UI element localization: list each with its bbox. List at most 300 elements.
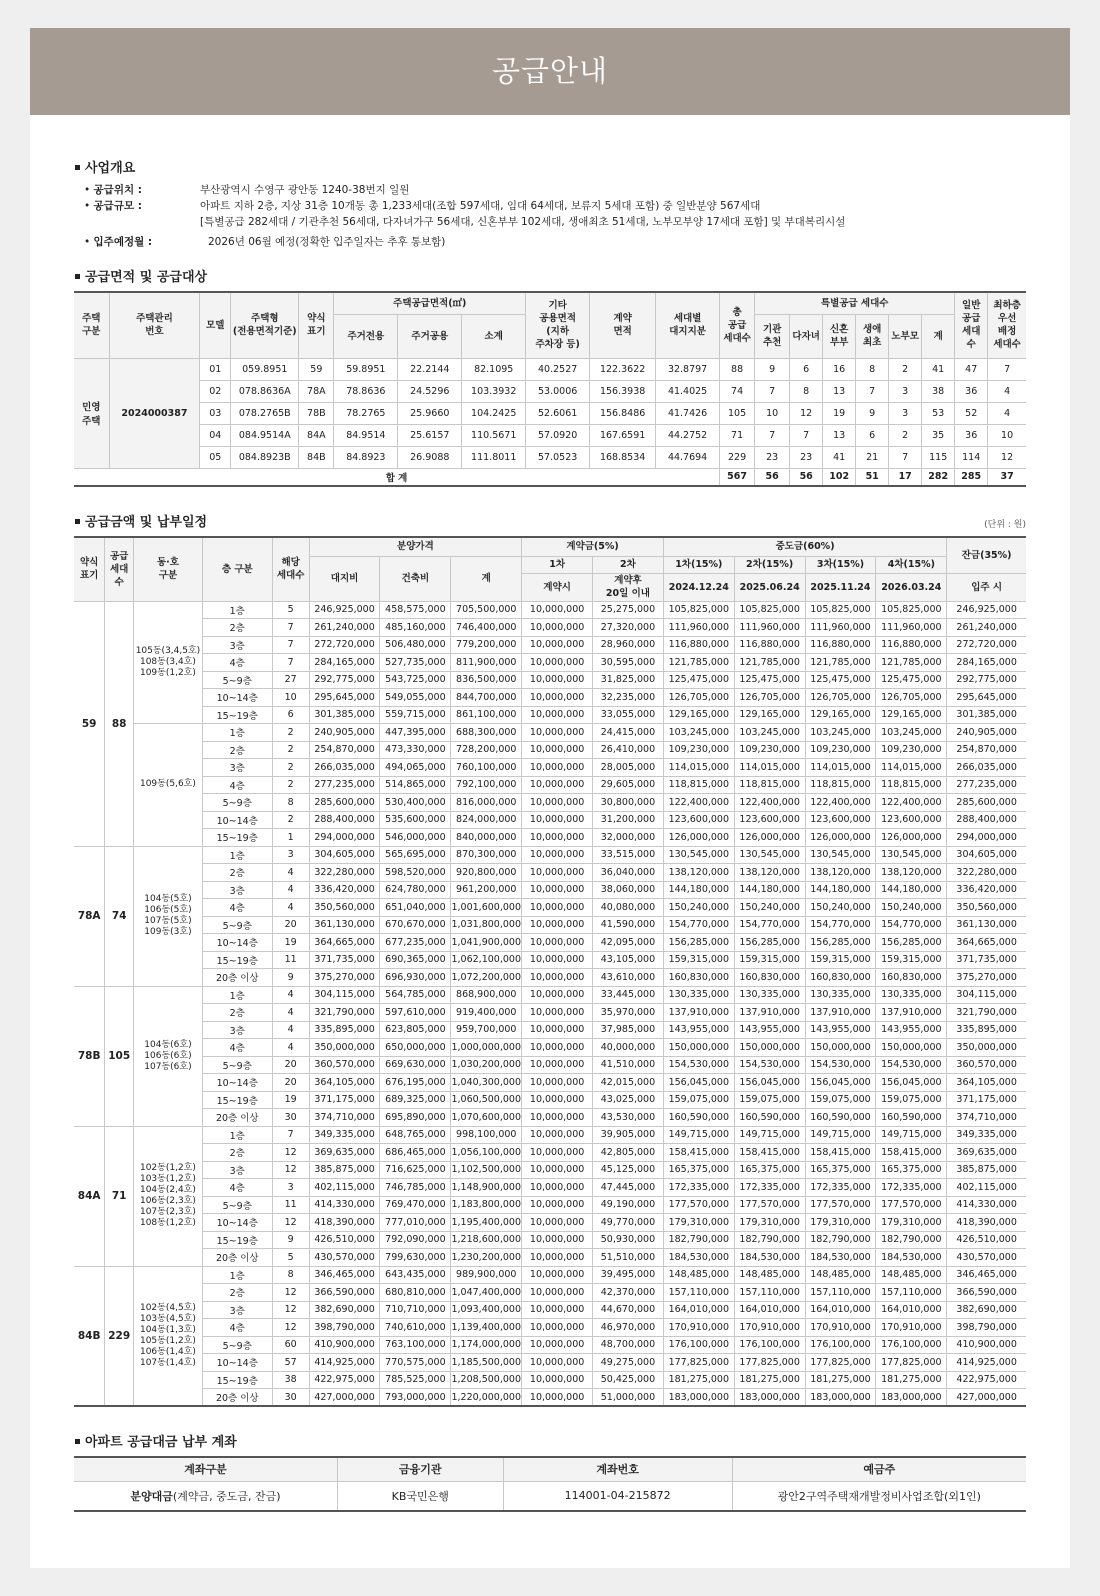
area-cell: 13 bbox=[823, 424, 856, 446]
price-cell: 177,570,000 bbox=[805, 1196, 876, 1214]
price-cell: 1,208,500,000 bbox=[451, 1371, 522, 1389]
price-cell: 288,400,000 bbox=[947, 811, 1026, 829]
price-cell: 20층 이상 bbox=[202, 969, 272, 987]
price-cell: 1층 bbox=[202, 601, 272, 619]
area-cell: 84.8923 bbox=[334, 446, 398, 468]
price-cell: 158,415,000 bbox=[876, 1144, 947, 1162]
price-cell: 2 bbox=[272, 724, 309, 742]
price-cell: 144,180,000 bbox=[663, 881, 734, 899]
price-cell: 402,115,000 bbox=[947, 1179, 1026, 1197]
area-cell: 35 bbox=[922, 424, 955, 446]
area-cell: 52 bbox=[955, 402, 988, 424]
area-cell: 32.8797 bbox=[656, 358, 720, 380]
price-cell: 10,000,000 bbox=[522, 1249, 593, 1267]
price-cell: 123,600,000 bbox=[876, 811, 947, 829]
price-cell: 19 bbox=[272, 934, 309, 952]
area-cell: 59 bbox=[299, 358, 334, 380]
price-cell: 1층 bbox=[202, 846, 272, 864]
price-cell: 414,925,000 bbox=[947, 1354, 1026, 1372]
price-cell: 148,485,000 bbox=[663, 1266, 734, 1284]
price-cell: 156,045,000 bbox=[663, 1074, 734, 1092]
price-cell: 123,600,000 bbox=[734, 811, 805, 829]
price-row bbox=[74, 1161, 1026, 1179]
price-cell: 10,000,000 bbox=[522, 1004, 593, 1022]
area-total-value: 282 bbox=[922, 468, 955, 486]
price-cell: 1,060,500,000 bbox=[451, 1091, 522, 1109]
price-cell: 530,400,000 bbox=[380, 794, 451, 812]
price-cell: 321,790,000 bbox=[947, 1004, 1026, 1022]
price-row bbox=[74, 1091, 1026, 1109]
price-cell: 374,710,000 bbox=[309, 1109, 380, 1127]
overview-title: 사업개요 bbox=[74, 157, 1026, 176]
price-cell: 44,670,000 bbox=[593, 1301, 664, 1319]
price-cell: 1 bbox=[272, 829, 309, 847]
price-cell: 322,280,000 bbox=[947, 864, 1026, 882]
price-cell: 184,530,000 bbox=[734, 1249, 805, 1267]
price-cell: 360,570,000 bbox=[309, 1056, 380, 1074]
area-cell: 7 bbox=[988, 358, 1026, 380]
header-land-share: 세대별 대지지분 bbox=[656, 292, 720, 358]
price-cell: 284,165,000 bbox=[309, 654, 380, 672]
price-cell: 535,600,000 bbox=[380, 811, 451, 829]
price-cell: 149,715,000 bbox=[876, 1126, 947, 1144]
price-cell: 181,275,000 bbox=[663, 1371, 734, 1389]
price-cell: 677,235,000 bbox=[380, 934, 451, 952]
price-row bbox=[74, 759, 1026, 777]
price-cell: 8 bbox=[272, 794, 309, 812]
price-cell: 597,610,000 bbox=[380, 1004, 451, 1022]
price-cell: 176,100,000 bbox=[734, 1336, 805, 1354]
price-cell: 10,000,000 bbox=[522, 794, 593, 812]
area-cell: 156.8486 bbox=[590, 402, 656, 424]
price-cell: 10,000,000 bbox=[522, 1126, 593, 1144]
unit-note: (단위 : 원) bbox=[984, 520, 1026, 530]
price-cell: 114,015,000 bbox=[805, 759, 876, 777]
price-cell: 1,148,900,000 bbox=[451, 1179, 522, 1197]
price-cell: 2층 bbox=[202, 864, 272, 882]
area-cell: 8 bbox=[790, 380, 823, 402]
price-cell: 12 bbox=[272, 1144, 309, 1162]
price-cell: 371,735,000 bbox=[947, 951, 1026, 969]
price-table-header bbox=[74, 537, 1026, 601]
price-cell: 50,425,000 bbox=[593, 1371, 664, 1389]
price-cell: 149,715,000 bbox=[805, 1126, 876, 1144]
price-cell: 10,000,000 bbox=[522, 1021, 593, 1039]
price-cell: 398,790,000 bbox=[309, 1319, 380, 1337]
area-cell: 084.9514A bbox=[231, 424, 299, 446]
price-cell: 143,955,000 bbox=[734, 1021, 805, 1039]
type-abbr-cell: 78B bbox=[74, 986, 105, 1126]
price-cell: 103,245,000 bbox=[663, 724, 734, 742]
price-cell: 184,530,000 bbox=[876, 1249, 947, 1267]
price-cell: 844,700,000 bbox=[451, 689, 522, 707]
price-cell: 382,690,000 bbox=[947, 1301, 1026, 1319]
price-cell: 125,475,000 bbox=[805, 671, 876, 689]
price-cell: 277,235,000 bbox=[947, 776, 1026, 794]
price-row bbox=[74, 1319, 1026, 1337]
price-cell: 123,600,000 bbox=[805, 811, 876, 829]
price-cell: 33,445,000 bbox=[593, 986, 664, 1004]
price-cell: 170,910,000 bbox=[876, 1319, 947, 1337]
price-cell: 183,000,000 bbox=[734, 1389, 805, 1407]
price-cell: 111,960,000 bbox=[805, 619, 876, 637]
price-cell: 111,960,000 bbox=[663, 619, 734, 637]
area-cell: 7 bbox=[755, 424, 790, 446]
price-cell: 138,120,000 bbox=[876, 864, 947, 882]
price-cell: 19 bbox=[272, 1091, 309, 1109]
price-cell: 4 bbox=[272, 1004, 309, 1022]
price-cell: 121,785,000 bbox=[805, 654, 876, 672]
price-cell: 4 bbox=[272, 881, 309, 899]
price-cell: 382,690,000 bbox=[309, 1301, 380, 1319]
price-cell: 763,100,000 bbox=[380, 1336, 451, 1354]
price-cell: 181,275,000 bbox=[805, 1371, 876, 1389]
header-mid-4-date: 2026.03.24 bbox=[876, 573, 947, 601]
price-row bbox=[74, 1196, 1026, 1214]
price-cell: 11 bbox=[272, 1196, 309, 1214]
price-cell: 177,570,000 bbox=[663, 1196, 734, 1214]
price-cell: 137,910,000 bbox=[805, 1004, 876, 1022]
area-cell: 02 bbox=[200, 380, 231, 402]
area-cell: 57.0523 bbox=[526, 446, 590, 468]
area-cell: 7 bbox=[889, 446, 922, 468]
header-mid-1-date: 2024.12.24 bbox=[663, 573, 734, 601]
price-cell: 150,240,000 bbox=[805, 899, 876, 917]
price-cell: 41,590,000 bbox=[593, 916, 664, 934]
price-cell: 246,925,000 bbox=[309, 601, 380, 619]
price-cell: 1,102,500,000 bbox=[451, 1161, 522, 1179]
price-cell: 740,610,000 bbox=[380, 1319, 451, 1337]
price-cell: 10,000,000 bbox=[522, 1179, 593, 1197]
price-cell: 164,010,000 bbox=[805, 1301, 876, 1319]
price-cell: 549,055,000 bbox=[380, 689, 451, 707]
scale-value-line1: 아파트 지하 2층, 지상 31층 10개동 총 1,233세대(조합 597세대, 임대 64세대, 보류지 5세대 포함) 중 일반분양 567세대 bbox=[200, 200, 761, 212]
price-cell: 183,000,000 bbox=[663, 1389, 734, 1407]
price-cell: 1층 bbox=[202, 986, 272, 1004]
area-cell: 47 bbox=[955, 358, 988, 380]
price-cell: 43,105,000 bbox=[593, 951, 664, 969]
price-cell: 690,365,000 bbox=[380, 951, 451, 969]
price-cell: 1,185,500,000 bbox=[451, 1354, 522, 1372]
price-cell: 154,770,000 bbox=[663, 916, 734, 934]
price-cell: 769,470,000 bbox=[380, 1196, 451, 1214]
area-cell: 7 bbox=[790, 424, 823, 446]
price-cell: 418,390,000 bbox=[309, 1214, 380, 1232]
area-cell: 16 bbox=[823, 358, 856, 380]
price-cell: 29,605,000 bbox=[593, 776, 664, 794]
header-floor: 층 구분 bbox=[202, 537, 272, 601]
price-cell: 648,765,000 bbox=[380, 1126, 451, 1144]
price-cell: 4 bbox=[272, 899, 309, 917]
price-cell: 159,075,000 bbox=[876, 1091, 947, 1109]
dong-ho-cell: 104동(6호) 106동(6호) 107동(6호) bbox=[134, 986, 203, 1126]
price-cell: 179,310,000 bbox=[876, 1214, 947, 1232]
price-cell: 3 bbox=[272, 846, 309, 864]
area-cell: 8 bbox=[856, 358, 889, 380]
price-cell: 160,830,000 bbox=[663, 969, 734, 987]
price-cell: 138,120,000 bbox=[734, 864, 805, 882]
price-cell: 150,000,000 bbox=[805, 1039, 876, 1057]
price-cell: 4층 bbox=[202, 1179, 272, 1197]
account-kind bbox=[74, 1481, 337, 1511]
price-cell: 118,815,000 bbox=[805, 776, 876, 794]
price-cell: 361,130,000 bbox=[947, 916, 1026, 934]
price-cell: 10,000,000 bbox=[522, 654, 593, 672]
area-cell: 01 bbox=[200, 358, 231, 380]
price-cell: 10,000,000 bbox=[522, 1266, 593, 1284]
price-cell: 125,475,000 bbox=[663, 671, 734, 689]
price-cell: 176,100,000 bbox=[805, 1336, 876, 1354]
price-cell: 130,545,000 bbox=[805, 846, 876, 864]
price-cell: 2층 bbox=[202, 619, 272, 637]
price-cell: 349,335,000 bbox=[947, 1126, 1026, 1144]
price-cell: 385,875,000 bbox=[947, 1161, 1026, 1179]
price-cell: 364,665,000 bbox=[309, 934, 380, 952]
price-cell: 116,880,000 bbox=[805, 636, 876, 654]
price-cell: 304,605,000 bbox=[309, 846, 380, 864]
price-cell: 374,710,000 bbox=[947, 1109, 1026, 1127]
price-cell: 10,000,000 bbox=[522, 1109, 593, 1127]
price-cell: 137,910,000 bbox=[663, 1004, 734, 1022]
dong-ho-cell: 104동(5호) 106동(5호) 107동(5호) 109동(3호) bbox=[134, 846, 203, 986]
price-cell: 10,000,000 bbox=[522, 601, 593, 619]
header-elderly: 노부모 bbox=[889, 314, 922, 358]
price-cell: 792,100,000 bbox=[451, 776, 522, 794]
price-cell: 165,375,000 bbox=[734, 1161, 805, 1179]
header-mid-3: 3차(15%) bbox=[805, 556, 876, 573]
price-cell: 157,110,000 bbox=[876, 1284, 947, 1302]
price-cell: 156,045,000 bbox=[876, 1074, 947, 1092]
price-cell: 183,000,000 bbox=[805, 1389, 876, 1407]
area-cell: 03 bbox=[200, 402, 231, 424]
price-cell: 150,000,000 bbox=[734, 1039, 805, 1057]
price-cell: 12 bbox=[272, 1161, 309, 1179]
price-cell: 3층 bbox=[202, 1301, 272, 1319]
account-holder: 광안2구역주택재개발정비사업조합(외1인) bbox=[732, 1481, 1026, 1511]
header-supply-units: 공급 세대 수 bbox=[105, 537, 134, 601]
price-cell: 170,910,000 bbox=[805, 1319, 876, 1337]
price-cell: 165,375,000 bbox=[876, 1161, 947, 1179]
price-cell: 1,072,200,000 bbox=[451, 969, 522, 987]
price-cell: 20 bbox=[272, 1074, 309, 1092]
price-cell: 385,875,000 bbox=[309, 1161, 380, 1179]
price-row bbox=[74, 654, 1026, 672]
price-cell: 49,275,000 bbox=[593, 1354, 664, 1372]
price-cell: 105,825,000 bbox=[663, 601, 734, 619]
price-cell: 285,600,000 bbox=[947, 794, 1026, 812]
location-value: 부산광역시 수영구 광안동 1240-38번지 일원 bbox=[200, 184, 410, 196]
price-cell: 15~19층 bbox=[202, 1231, 272, 1249]
price-cell: 418,390,000 bbox=[947, 1214, 1026, 1232]
area-cell: 78A bbox=[299, 380, 334, 402]
area-row bbox=[74, 402, 1026, 424]
price-cell: 4층 bbox=[202, 654, 272, 672]
account-bank: KB국민은행 bbox=[337, 1481, 503, 1511]
area-cell: 26.9088 bbox=[398, 446, 462, 468]
area-cell: 57.0920 bbox=[526, 424, 590, 446]
price-cell: 695,890,000 bbox=[380, 1109, 451, 1127]
price-row bbox=[74, 706, 1026, 724]
header-total-units: 총 공급 세대수 bbox=[720, 292, 755, 358]
price-row bbox=[74, 689, 1026, 707]
price-cell: 43,610,000 bbox=[593, 969, 664, 987]
price-cell: 427,000,000 bbox=[309, 1389, 380, 1407]
price-row bbox=[74, 986, 1026, 1004]
price-cell: 4층 bbox=[202, 1039, 272, 1057]
price-row bbox=[74, 776, 1026, 794]
price-cell: 840,000,000 bbox=[451, 829, 522, 847]
price-cell: 1,030,200,000 bbox=[451, 1056, 522, 1074]
price-cell: 240,905,000 bbox=[947, 724, 1026, 742]
area-cell: 25.9660 bbox=[398, 402, 462, 424]
area-cell: 53 bbox=[922, 402, 955, 424]
price-cell: 10,000,000 bbox=[522, 811, 593, 829]
price-cell: 126,000,000 bbox=[805, 829, 876, 847]
price-cell: 336,420,000 bbox=[309, 881, 380, 899]
content bbox=[30, 115, 1070, 1512]
price-cell: 816,000,000 bbox=[451, 794, 522, 812]
price-cell: 158,415,000 bbox=[734, 1144, 805, 1162]
price-cell: 20층 이상 bbox=[202, 1249, 272, 1267]
price-cell: 288,400,000 bbox=[309, 811, 380, 829]
price-cell: 43,025,000 bbox=[593, 1091, 664, 1109]
price-cell: 335,895,000 bbox=[309, 1021, 380, 1039]
area-cell: 7 bbox=[856, 380, 889, 402]
price-cell: 10,000,000 bbox=[522, 1319, 593, 1337]
header-supply-area: 주택공급면적(㎡) bbox=[334, 292, 526, 314]
area-cell: 19 bbox=[823, 402, 856, 424]
header-build-price: 건축비 bbox=[380, 556, 451, 601]
price-cell: 346,465,000 bbox=[309, 1266, 380, 1284]
price-cell: 349,335,000 bbox=[309, 1126, 380, 1144]
price-cell: 31,825,000 bbox=[593, 671, 664, 689]
price-row bbox=[74, 1354, 1026, 1372]
price-cell: 172,335,000 bbox=[663, 1179, 734, 1197]
area-cell: 25.6157 bbox=[398, 424, 462, 446]
price-cell: 109,230,000 bbox=[876, 741, 947, 759]
price-cell: 156,285,000 bbox=[805, 934, 876, 952]
price-cell: 105,825,000 bbox=[876, 601, 947, 619]
price-cell: 154,530,000 bbox=[734, 1056, 805, 1074]
price-cell: 109,230,000 bbox=[805, 741, 876, 759]
price-cell: 10,000,000 bbox=[522, 706, 593, 724]
account-header-bank: 금융기관 bbox=[337, 1457, 503, 1481]
price-row bbox=[74, 741, 1026, 759]
price-cell: 42,805,000 bbox=[593, 1144, 664, 1162]
price-cell: 9 bbox=[272, 1231, 309, 1249]
price-cell: 1,000,000,000 bbox=[451, 1039, 522, 1057]
price-cell: 346,465,000 bbox=[947, 1266, 1026, 1284]
price-row bbox=[74, 1021, 1026, 1039]
price-row bbox=[74, 1039, 1026, 1057]
price-cell: 3층 bbox=[202, 881, 272, 899]
price-cell: 165,375,000 bbox=[805, 1161, 876, 1179]
price-cell: 170,910,000 bbox=[663, 1319, 734, 1337]
price-cell: 179,310,000 bbox=[663, 1214, 734, 1232]
price-cell: 266,035,000 bbox=[309, 759, 380, 777]
area-total-value: 567 bbox=[720, 468, 755, 486]
price-cell: 138,120,000 bbox=[805, 864, 876, 882]
price-cell: 430,570,000 bbox=[947, 1249, 1026, 1267]
price-cell: 10~14층 bbox=[202, 811, 272, 829]
price-cell: 33,515,000 bbox=[593, 846, 664, 864]
price-cell: 3 bbox=[272, 1179, 309, 1197]
price-cell: 10,000,000 bbox=[522, 899, 593, 917]
price-cell: 177,825,000 bbox=[734, 1354, 805, 1372]
price-cell: 176,100,000 bbox=[876, 1336, 947, 1354]
price-cell: 158,415,000 bbox=[805, 1144, 876, 1162]
price-row bbox=[74, 1231, 1026, 1249]
price-cell: 150,240,000 bbox=[663, 899, 734, 917]
area-total-row bbox=[74, 468, 1026, 486]
price-cell: 160,830,000 bbox=[876, 969, 947, 987]
price-cell: 294,000,000 bbox=[947, 829, 1026, 847]
price-cell: 179,310,000 bbox=[734, 1214, 805, 1232]
price-cell: 1,139,400,000 bbox=[451, 1319, 522, 1337]
price-cell: 4층 bbox=[202, 1319, 272, 1337]
price-row bbox=[74, 864, 1026, 882]
account-kind-detail: (계약금, 중도금, 잔금) bbox=[172, 1489, 281, 1503]
price-cell: 426,510,000 bbox=[947, 1231, 1026, 1249]
price-cell: 998,100,000 bbox=[451, 1126, 522, 1144]
price-cell: 10,000,000 bbox=[522, 1371, 593, 1389]
price-cell: 130,335,000 bbox=[663, 986, 734, 1004]
area-cell: 229 bbox=[720, 446, 755, 468]
price-cell: 10 bbox=[272, 689, 309, 707]
price-cell: 375,270,000 bbox=[309, 969, 380, 987]
price-cell: 31,200,000 bbox=[593, 811, 664, 829]
area-row bbox=[74, 380, 1026, 402]
type-abbr-cell: 59 bbox=[74, 601, 105, 846]
price-cell: 36,040,000 bbox=[593, 864, 664, 882]
price-row bbox=[74, 671, 1026, 689]
price-cell: 177,825,000 bbox=[876, 1354, 947, 1372]
area-cell: 71 bbox=[720, 424, 755, 446]
area-cell: 78B bbox=[299, 402, 334, 424]
price-cell: 1,070,600,000 bbox=[451, 1109, 522, 1127]
price-cell: 118,815,000 bbox=[876, 776, 947, 794]
price-cell: 779,200,000 bbox=[451, 636, 522, 654]
price-cell: 1,041,900,000 bbox=[451, 934, 522, 952]
price-cell: 150,000,000 bbox=[663, 1039, 734, 1057]
price-cell: 45,125,000 bbox=[593, 1161, 664, 1179]
price-cell: 25,275,000 bbox=[593, 601, 664, 619]
price-cell: 716,625,000 bbox=[380, 1161, 451, 1179]
price-cell: 160,590,000 bbox=[805, 1109, 876, 1127]
price-row bbox=[74, 636, 1026, 654]
price-cell: 30 bbox=[272, 1389, 309, 1407]
area-cell: 52.6061 bbox=[526, 402, 590, 424]
area-cell: 9 bbox=[856, 402, 889, 424]
price-cell: 430,570,000 bbox=[309, 1249, 380, 1267]
price-cell: 30,800,000 bbox=[593, 794, 664, 812]
price-cell: 176,100,000 bbox=[663, 1336, 734, 1354]
area-cell: 078.8636A bbox=[231, 380, 299, 402]
price-cell: 272,720,000 bbox=[309, 636, 380, 654]
supply-units-cell: 229 bbox=[105, 1266, 134, 1406]
header-contract-area: 계약 면적 bbox=[590, 292, 656, 358]
price-cell: 366,590,000 bbox=[309, 1284, 380, 1302]
area-cell: 2 bbox=[889, 424, 922, 446]
area-total-value: 51 bbox=[856, 468, 889, 486]
price-cell: 1,220,000,000 bbox=[451, 1389, 522, 1407]
price-row bbox=[74, 794, 1026, 812]
price-cell: 10,000,000 bbox=[522, 671, 593, 689]
price-cell: 181,275,000 bbox=[876, 1371, 947, 1389]
area-cell: 10 bbox=[988, 424, 1026, 446]
price-cell: 154,770,000 bbox=[734, 916, 805, 934]
area-cell: 3 bbox=[889, 402, 922, 424]
